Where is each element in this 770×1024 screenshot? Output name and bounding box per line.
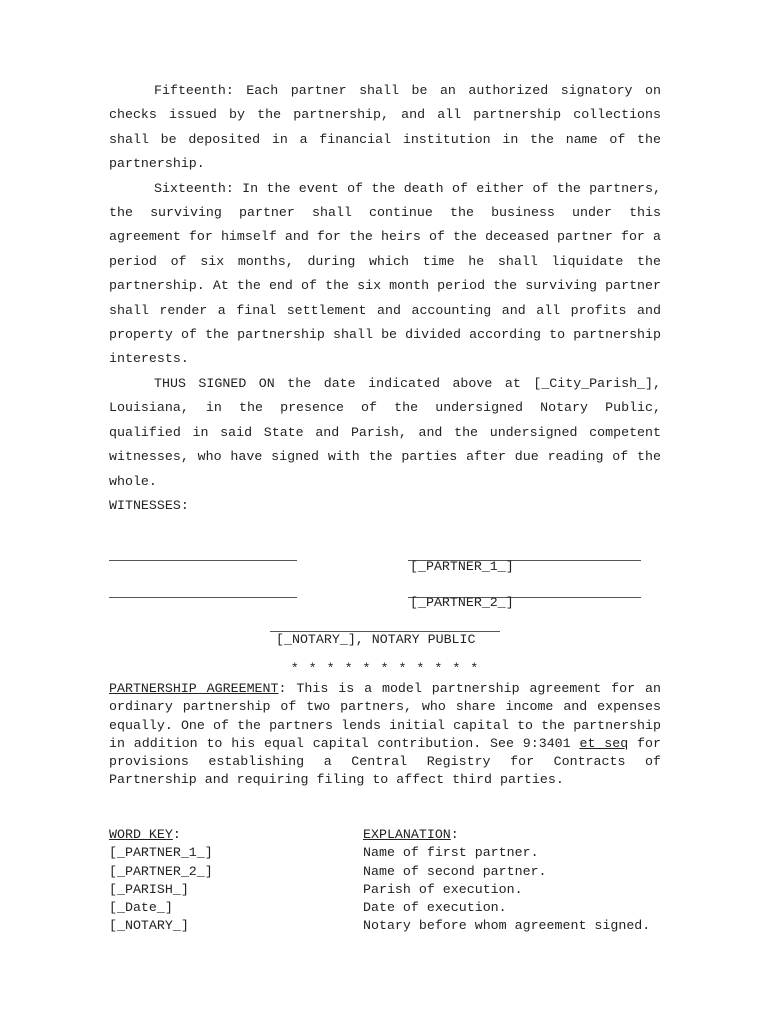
word-key-row: [109, 844, 661, 862]
clause-sixteenth: Sixteenth: In the event of the death of either of the partners, the surviving partner shall continue the business under this agreement for himself and for the heirs of the deceased partner for a period of six months, during which time he shall liquidate the partnership. At the end of the six month period the surviving partner shall render a final settlement and accounting and all profits and property of the partnership shall be divided according to partnership interests.: [109, 180, 661, 367]
execution-clause: THUS SIGNED ON the date indicated above at [_City_Parish_], Louisiana, in the presence of the undersigned Notary Public, qualified in said State and Parish, and the undersigned competent witnesses, who have signed with the parties after due reading of the whole.: [109, 375, 661, 489]
word-key-explanation: Name of first partner.: [363, 845, 539, 861]
partner-2-name: [_PARTNER_2_]: [410, 595, 514, 610]
note-text-after: for provisions establishing a Central Registry for Contracts of Partnership and requiring filing to affect third parties.: [109, 735, 661, 788]
explanation-header: EXPLANATION: [363, 827, 451, 842]
witness-1-signature-line: [109, 560, 297, 561]
word-key-table: [109, 826, 661, 936]
word-key-header-row: [109, 826, 661, 844]
word-key-explanation: Date of execution.: [363, 900, 507, 916]
word-key-term: [_NOTARY_]: [109, 918, 189, 934]
agreement-body: [109, 79, 661, 518]
word-key-explanation: Parish of execution.: [363, 881, 523, 897]
clause-fifteenth: Fifteenth: Each partner shall be an authorized signatory on checks issued by the partnership, and all partnership collections shall be deposited in a financial institution in the name of the partnership.: [109, 83, 661, 172]
et-seq-reference: et seq: [579, 735, 629, 751]
partnership-agreement-note: [109, 680, 661, 790]
note-heading: PARTNERSHIP AGREEMENT: [109, 681, 279, 696]
word-key-term: [_Date_]: [109, 900, 173, 916]
word-key-term: [_PARTNER_1_]: [109, 845, 213, 861]
word-key-row: [109, 917, 661, 935]
word-key-term: [_PARTNER_2_]: [109, 863, 213, 879]
word-key-term: [_PARISH_]: [109, 881, 189, 897]
witnesses-label: WITNESSES:: [109, 497, 189, 513]
word-key-header-colon: :: [172, 827, 181, 842]
word-key-row: [109, 899, 661, 917]
explanation-header-colon: :: [450, 827, 459, 842]
word-key-explanation: Notary before whom agreement signed.: [363, 918, 651, 934]
word-key-row: [109, 863, 661, 881]
section-separator: * * * * * * * * * * *: [290, 661, 480, 676]
partner-1-name: [_PARTNER_1_]: [410, 559, 514, 574]
witness-2-signature-line: [109, 597, 297, 598]
word-key-header: WORD KEY: [109, 827, 173, 842]
note-text-before: : This is a model partnership agreement for an ordinary partnership of two partners, who share income and expenses equally. One of the partners lends initial capital to the partnership in addition to his equal capital contribution. See 9:3401: [109, 681, 661, 751]
word-key-explanation: Name of second partner.: [363, 863, 547, 879]
word-key-row: [109, 881, 661, 899]
notary-name: [_NOTARY_], NOTARY PUBLIC: [276, 632, 476, 647]
